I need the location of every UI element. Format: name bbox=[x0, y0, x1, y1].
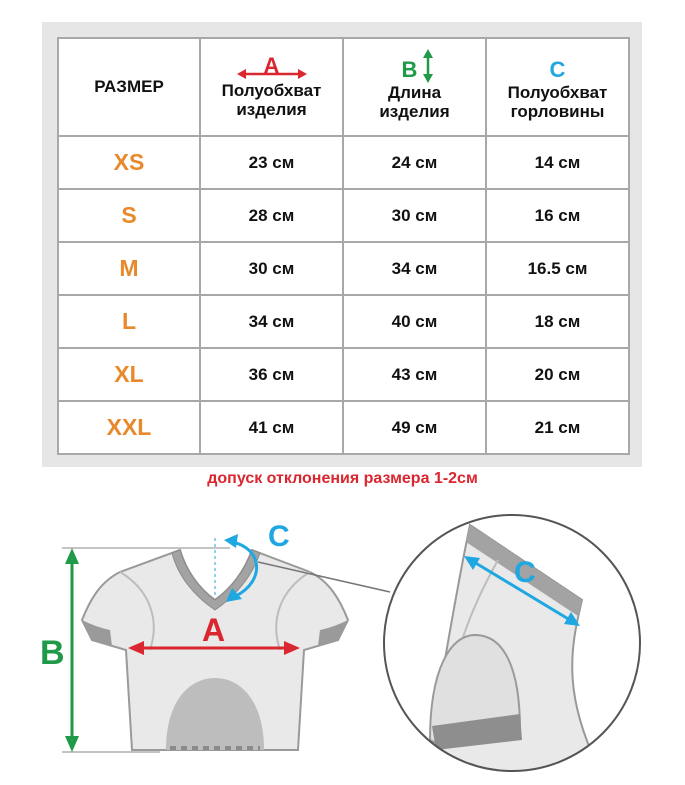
tolerance-note: допуск отклонения размера 1-2см bbox=[207, 470, 478, 487]
table-header-row bbox=[58, 38, 629, 136]
header-b-line1: Длина bbox=[387, 83, 442, 102]
table-row bbox=[58, 348, 629, 401]
table-row bbox=[58, 242, 629, 295]
size-cell: XXL bbox=[106, 414, 152, 440]
a-value-cell: 30 см bbox=[248, 258, 295, 278]
header-a-letter: A bbox=[263, 53, 280, 78]
header-c-letter: C bbox=[549, 57, 566, 82]
c-value-cell: 18 см bbox=[534, 311, 581, 331]
b-dimension-arrow-icon bbox=[65, 548, 79, 752]
b-value-cell: 24 см bbox=[391, 152, 438, 172]
a-value-cell: 34 см bbox=[248, 311, 295, 331]
a-value-cell: 41 см bbox=[248, 417, 295, 437]
header-a-line1: Полуобхват bbox=[221, 81, 322, 100]
table-row bbox=[58, 401, 629, 454]
a-value-cell: 36 см bbox=[248, 364, 295, 384]
measurement-diagram bbox=[0, 500, 685, 785]
table-row bbox=[58, 295, 629, 348]
a-value-cell: 28 см bbox=[248, 205, 295, 225]
b-value-cell: 43 см bbox=[391, 364, 438, 384]
header-b-line2: изделия bbox=[379, 102, 450, 121]
size-cell: M bbox=[119, 255, 139, 281]
size-cell: XL bbox=[114, 361, 144, 387]
zoom-label-c: C bbox=[514, 556, 536, 589]
a-value-cell: 23 см bbox=[248, 152, 295, 172]
c-value-cell: 20 см bbox=[534, 364, 581, 384]
header-c-cell bbox=[486, 38, 629, 136]
size-cell: S bbox=[121, 202, 137, 228]
size-cell: L bbox=[121, 308, 137, 334]
header-c-line1: Полуобхват bbox=[507, 83, 608, 102]
collar-zoom-detail bbox=[384, 515, 640, 785]
b-arrow-icon bbox=[422, 49, 434, 83]
diagram-label-b: B bbox=[40, 634, 65, 672]
c-value-cell: 16 см bbox=[534, 205, 581, 225]
b-value-cell: 49 см bbox=[391, 417, 438, 437]
header-size-cell bbox=[58, 38, 200, 136]
header-c-line2: горловины bbox=[510, 102, 605, 121]
c-value-cell: 16.5 см bbox=[527, 258, 588, 278]
size-cell: XS bbox=[113, 149, 145, 175]
header-a-cell bbox=[200, 38, 343, 136]
b-value-cell: 40 см bbox=[391, 311, 438, 331]
header-a-line2: изделия bbox=[236, 100, 307, 119]
header-size-label: РАЗМЕР bbox=[94, 77, 164, 96]
diagram-label-a: A bbox=[202, 612, 226, 648]
c-value-cell: 14 см bbox=[534, 152, 581, 172]
table-row bbox=[58, 136, 629, 189]
c-value-cell: 21 см bbox=[534, 417, 581, 437]
diagram-label-c: C bbox=[268, 520, 290, 553]
table-row bbox=[58, 189, 629, 242]
size-table bbox=[57, 37, 630, 455]
b-value-cell: 30 см bbox=[391, 205, 438, 225]
header-b-cell bbox=[343, 38, 486, 136]
b-value-cell: 34 см bbox=[391, 258, 438, 278]
header-b-letter: B bbox=[401, 57, 418, 82]
